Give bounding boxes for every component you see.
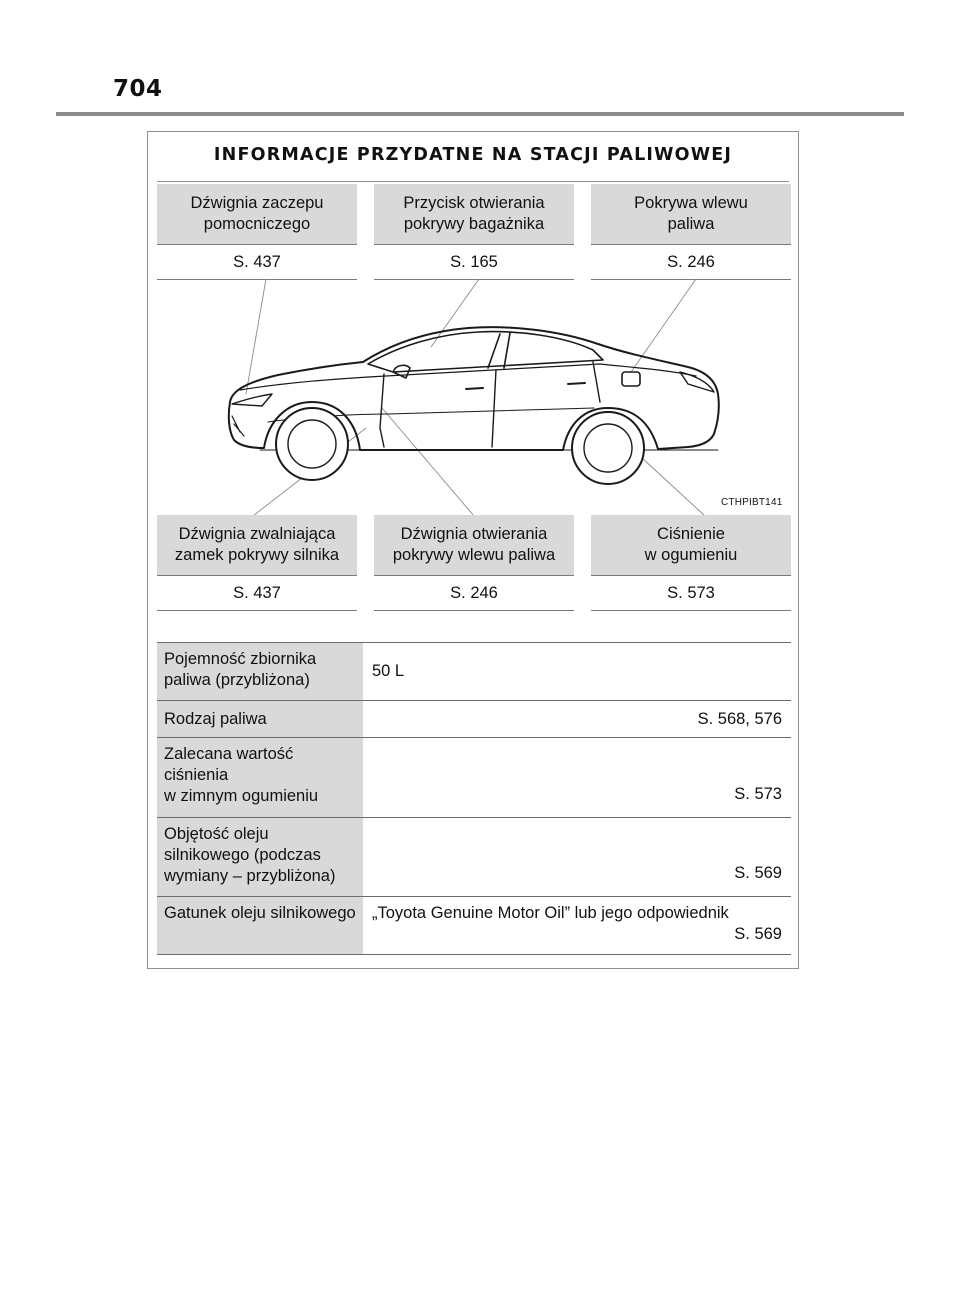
table-row — [157, 701, 791, 738]
header-rule — [56, 112, 904, 116]
callout-fuel-door-opener — [374, 515, 574, 611]
callout-page-ref: S. 246 — [374, 576, 574, 611]
illustration-code: CTHPIBT141 — [721, 497, 783, 508]
fuel-door-mark — [622, 372, 640, 386]
taillight — [680, 372, 714, 392]
leader-line — [631, 279, 696, 372]
specs-table — [157, 642, 791, 955]
spec-key: Rodzaj paliwa — [157, 701, 363, 738]
fuel-station-info-box — [147, 131, 799, 969]
callout-label: Dźwignia otwierania pokrywy wlewu paliwa — [374, 515, 574, 576]
page-number: 704 — [113, 76, 163, 102]
callout-page-ref: S. 437 — [157, 245, 357, 280]
table-row — [157, 897, 791, 955]
spec-key: Objętość oleju silnikowego (podczas wymiany – przybliżona) — [157, 818, 363, 897]
spec-key: Zalecana wartość ciśnienia w zimnym ogumieniu — [157, 738, 363, 818]
callout-label: Pokrywa wlewu paliwa — [591, 184, 791, 245]
callout-page-ref: S. 573 — [591, 576, 791, 611]
table-row — [157, 818, 791, 897]
headlight — [232, 394, 272, 406]
table-row — [157, 738, 791, 818]
spec-value: S. 573 — [363, 738, 791, 818]
spec-key: Gatunek oleju silnikowego — [157, 897, 363, 955]
callout-tire-pressure — [591, 515, 791, 611]
callout-page-ref: S. 165 — [374, 245, 574, 280]
spec-value: 50 L — [363, 643, 791, 701]
spec-value: S. 568, 576 — [363, 701, 791, 738]
callout-page-ref: S. 246 — [591, 245, 791, 280]
table-row — [157, 643, 791, 701]
leader-line — [382, 408, 474, 516]
spec-value: S. 569 — [363, 818, 791, 897]
section-title: INFORMACJE PRZYDATNE NA STACJI PALIWOWEJ — [213, 145, 733, 165]
leader-line — [246, 279, 266, 394]
spec-page-ref: S. 569 — [734, 925, 782, 943]
callout-label: Dźwignia zaczepu pomocniczego — [157, 184, 357, 245]
leader-line — [642, 458, 705, 516]
callout-hood-release-lever — [157, 515, 357, 611]
spec-value-cell — [363, 897, 791, 955]
callout-page-ref: S. 437 — [157, 576, 357, 611]
car-side-illustration — [148, 132, 798, 532]
callout-label: Przycisk otwierania pokrywy bagażnika — [374, 184, 574, 245]
spec-value: „Toyota Genuine Motor Oil” lub jego odpowiednik — [372, 904, 729, 922]
callout-label: Dźwignia zwalniająca zamek pokrywy silnika — [157, 515, 357, 576]
spec-key: Pojemność zbiornika paliwa (przybliżona) — [157, 643, 363, 701]
callout-label: Ciśnienie w ogumieniu — [591, 515, 791, 576]
